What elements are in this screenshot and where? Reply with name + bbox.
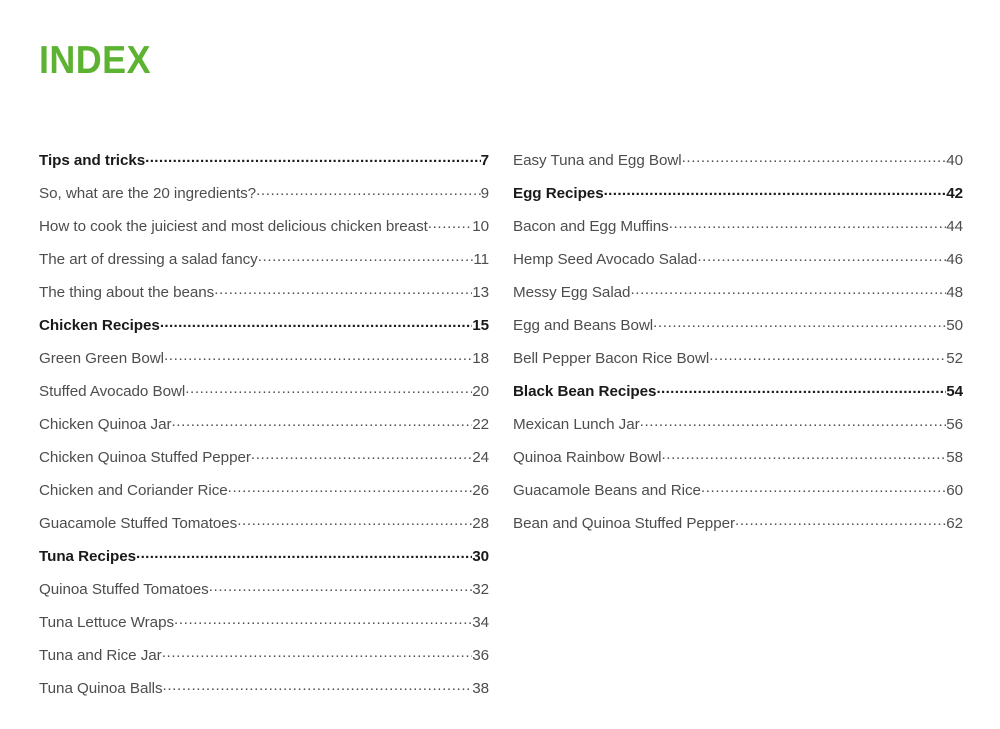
toc-dot-leader — [604, 183, 947, 198]
toc-entry-label: Bacon and Egg Muffins — [513, 218, 669, 235]
toc-columns — [0, 144, 1000, 705]
toc-entry-label: Chicken Recipes — [39, 317, 160, 334]
toc-entry-label: Hemp Seed Avocado Salad — [513, 251, 698, 268]
toc-entry-label: Egg and Beans Bowl — [513, 317, 654, 334]
toc-entry-row[interactable] — [39, 243, 489, 276]
toc-column-right — [513, 144, 963, 705]
toc-section-row[interactable] — [39, 144, 489, 177]
toc-dot-leader — [256, 183, 481, 198]
toc-page-number: 56 — [946, 416, 963, 433]
toc-entry-row[interactable] — [513, 474, 963, 507]
toc-page-number: 24 — [472, 449, 489, 466]
toc-page-number: 60 — [946, 482, 963, 499]
toc-dot-leader — [136, 546, 472, 561]
toc-dot-leader — [174, 612, 472, 627]
toc-dot-leader — [237, 513, 472, 528]
toc-entry-row[interactable] — [39, 672, 489, 705]
toc-page-number: 13 — [472, 284, 489, 301]
toc-dot-leader — [185, 381, 472, 396]
toc-section-row[interactable] — [39, 540, 489, 573]
toc-entry-label: Tuna Quinoa Balls — [39, 680, 163, 697]
toc-entry-label: Tuna Lettuce Wraps — [39, 614, 175, 631]
toc-dot-leader — [653, 315, 946, 330]
toc-dot-leader — [228, 480, 473, 495]
toc-entry-row[interactable] — [39, 342, 489, 375]
toc-entry-row[interactable] — [513, 441, 963, 474]
toc-page-number: 40 — [946, 152, 963, 169]
toc-page-number: 11 — [473, 251, 489, 268]
toc-dot-leader — [145, 150, 480, 165]
toc-page-number: 20 — [472, 383, 489, 400]
toc-dot-leader — [735, 513, 946, 528]
toc-entry-label: Tuna Recipes — [39, 548, 137, 565]
toc-entry-label: Tuna and Rice Jar — [39, 647, 162, 664]
toc-entry-label: Guacamole Beans and Rice — [513, 482, 701, 499]
toc-page-number: 42 — [946, 185, 963, 202]
toc-dot-leader — [697, 249, 946, 264]
toc-dot-leader — [209, 579, 473, 594]
toc-entry-label: Stuffed Avocado Bowl — [39, 383, 186, 400]
toc-page-number: 44 — [946, 218, 963, 235]
toc-entry-label: Chicken and Coriander Rice — [39, 482, 228, 499]
toc-entry-row[interactable] — [39, 639, 489, 672]
toc-section-row[interactable] — [513, 177, 963, 210]
toc-entry-label: Chicken Quinoa Jar — [39, 416, 172, 433]
toc-entry-row[interactable] — [513, 342, 963, 375]
toc-page-number: 36 — [472, 647, 489, 664]
toc-entry-row[interactable] — [39, 177, 489, 210]
page-title: INDEX — [39, 39, 151, 82]
toc-dot-leader — [669, 216, 946, 231]
toc-entry-row[interactable] — [39, 276, 489, 309]
toc-dot-leader — [656, 381, 946, 396]
toc-page-number: 9 — [480, 185, 489, 202]
toc-entry-row[interactable] — [513, 210, 963, 243]
toc-entry-label: Green Green Bowl — [39, 350, 164, 367]
toc-entry-label: How to cook the juiciest and most delicious chicken breast — [39, 218, 428, 235]
toc-page-number: 32 — [472, 581, 489, 598]
toc-dot-leader — [701, 480, 946, 495]
toc-page-number: 18 — [472, 350, 489, 367]
toc-entry-label: Easy Tuna and Egg Bowl — [513, 152, 682, 169]
toc-page-number: 62 — [946, 515, 963, 532]
toc-dot-leader — [428, 216, 472, 231]
toc-dot-leader — [163, 678, 473, 693]
toc-section-row[interactable] — [39, 309, 489, 342]
toc-page-number: 30 — [472, 548, 489, 565]
toc-dot-leader — [160, 315, 472, 330]
toc-dot-leader — [661, 447, 946, 462]
toc-entry-row[interactable] — [513, 309, 963, 342]
toc-entry-row[interactable] — [39, 441, 489, 474]
toc-entry-row[interactable] — [513, 507, 963, 540]
toc-dot-leader — [682, 150, 947, 165]
toc-dot-leader — [162, 645, 473, 660]
toc-entry-label: So, what are the 20 ingredients? — [39, 185, 257, 202]
toc-entry-row[interactable] — [39, 474, 489, 507]
toc-entry-label: Quinoa Stuffed Tomatoes — [39, 581, 209, 598]
toc-page-number: 52 — [946, 350, 963, 367]
toc-entry-row[interactable] — [39, 375, 489, 408]
toc-page-number: 50 — [946, 317, 963, 334]
toc-page-number: 34 — [472, 614, 489, 631]
toc-page-number: 10 — [472, 218, 489, 235]
toc-entry-row[interactable] — [513, 408, 963, 441]
toc-dot-leader — [630, 282, 946, 297]
toc-entry-row[interactable] — [513, 144, 963, 177]
toc-entry-label: Guacamole Stuffed Tomatoes — [39, 515, 238, 532]
toc-entry-row[interactable] — [39, 210, 489, 243]
toc-entry-label: The thing about the beans — [39, 284, 215, 301]
toc-page-number: 58 — [946, 449, 963, 466]
toc-entry-label: Messy Egg Salad — [513, 284, 631, 301]
toc-entry-label: Black Bean Recipes — [513, 383, 657, 400]
toc-page-number: 28 — [472, 515, 489, 532]
toc-entry-row[interactable] — [39, 573, 489, 606]
toc-dot-leader — [164, 348, 472, 363]
toc-page-number: 15 — [472, 317, 489, 334]
toc-entry-label: Egg Recipes — [513, 185, 604, 202]
toc-page-number: 46 — [946, 251, 963, 268]
toc-dot-leader — [214, 282, 472, 297]
toc-dot-leader — [709, 348, 946, 363]
toc-dot-leader — [251, 447, 472, 462]
toc-page-number: 7 — [480, 152, 489, 169]
toc-entry-label: Mexican Lunch Jar — [513, 416, 640, 433]
toc-entry-row[interactable] — [39, 606, 489, 639]
toc-entry-row[interactable] — [39, 507, 489, 540]
toc-dot-leader — [258, 249, 474, 264]
toc-entry-label: Tips and tricks — [39, 152, 146, 169]
toc-page-number: 22 — [472, 416, 489, 433]
toc-column-left — [39, 144, 489, 705]
toc-page-number: 38 — [472, 680, 489, 697]
toc-entry-label: Bean and Quinoa Stuffed Pepper — [513, 515, 735, 532]
toc-section-row[interactable] — [513, 375, 963, 408]
toc-page-number: 26 — [472, 482, 489, 499]
toc-dot-leader — [640, 414, 947, 429]
toc-entry-row[interactable] — [513, 276, 963, 309]
toc-entry-label: Bell Pepper Bacon Rice Bowl — [513, 350, 710, 367]
toc-page-number: 48 — [946, 284, 963, 301]
toc-entry-label: Quinoa Rainbow Bowl — [513, 449, 662, 466]
toc-page-number: 54 — [946, 383, 963, 400]
toc-entry-label: The art of dressing a salad fancy — [39, 251, 258, 268]
toc-entry-row[interactable] — [513, 243, 963, 276]
toc-entry-row[interactable] — [39, 408, 489, 441]
toc-entry-label: Chicken Quinoa Stuffed Pepper — [39, 449, 251, 466]
toc-dot-leader — [171, 414, 472, 429]
